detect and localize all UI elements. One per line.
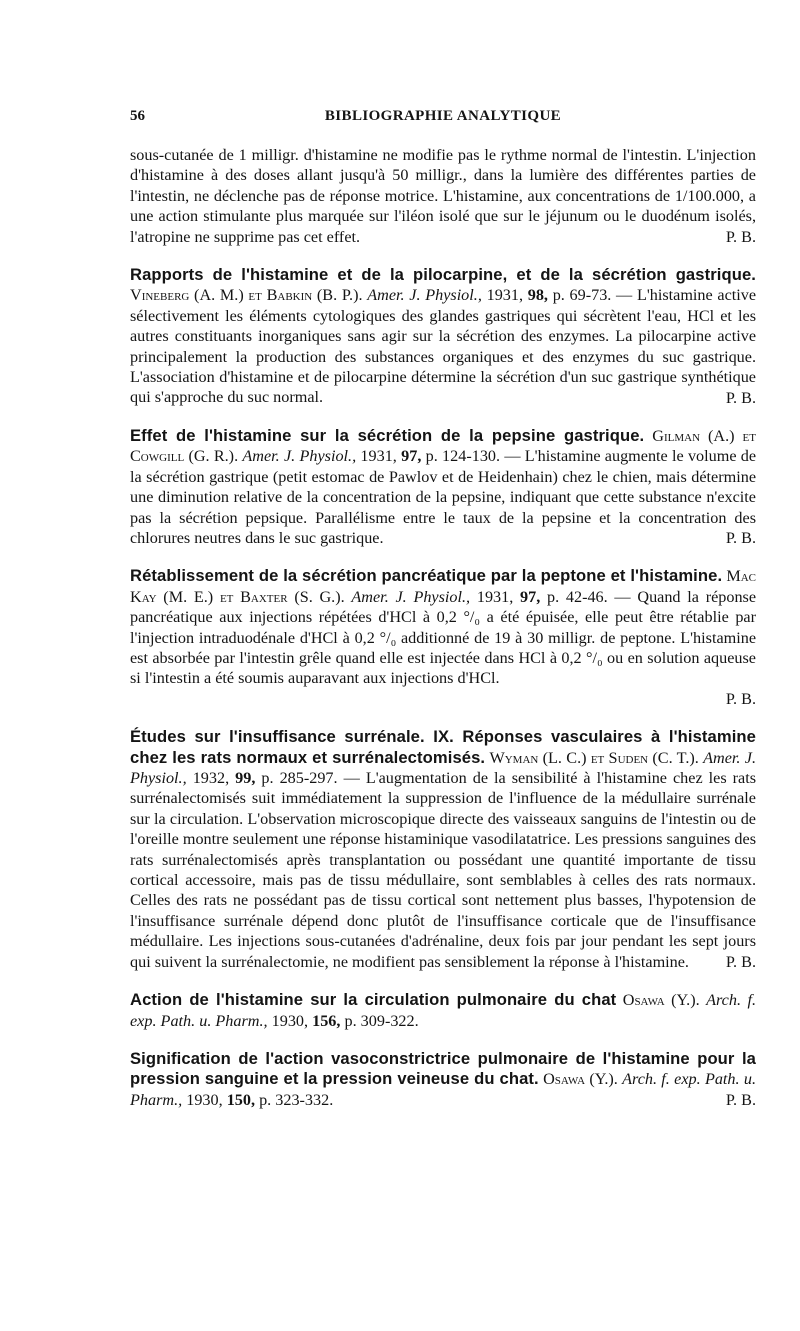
entry-year: 1931, [360,447,397,466]
reviewer-initials: P. B. [725,952,756,971]
reviewer-initials: P. B. [725,388,756,407]
entry-pages: p. 42-46. — [547,587,631,606]
bibliography-entry [130,426,756,548]
entry-volume: 150, [226,1090,256,1109]
entry-journal: Arch. f. exp. Path. u. Pharm., [130,1070,756,1109]
reviewer-initials: P. B. [725,1090,756,1109]
continued-abstract [130,145,756,247]
entry-journal: Amer. J. Physiol., [367,286,482,305]
entry-title: Rétablissement de la sécrétion pancréatique par la peptone et l'histamine. [130,566,723,586]
reviewer-initials: P. B. [725,689,756,708]
entry-abstract: L'histamine augmente le volume de la sécrétion gastrique (petit estomac de Pawlov et de Heidenhain) chez le chien, mais détermine une diminution relative de la concentration de la pepsine, indiquant que cette substance n'excite pas la sécrétion pepsique. Parallélisme entre le taux de la pepsine et la concentration des chlorures neutres dans le suc gastrique. [130,447,757,547]
entry-year: 1931, [476,587,514,606]
bibliography-entry [130,727,756,972]
reviewer-initials: P. B. [725,528,756,547]
bibliography-entry [130,1049,756,1110]
bibliography-entry [130,990,756,1031]
entry-authors: Gilman (A.) et Cowgill (G. R.). [130,426,756,466]
entry-journal: Amer. J. Physiol., [130,748,757,788]
bibliography-entry [130,265,756,408]
entry-journal: Amer. J. Physiol., [351,587,471,606]
page-header [130,106,756,126]
page-number: 56 [130,108,145,124]
entry-abstract: L'augmentation de la sensibilité à l'histamine chez les rats surrénalectomisés suit immédiatement la suppression de l'influence de la médullaire surrénale sur la circulation. L'observation microscopique directe des vaisseaux sanguins de l'intestin ou de l'oreille montre seulement une réponse histaminique vasodilatatrice. Les pressions sanguines des rats surrénalectomisés après transplantation ou possédant une quantité importante de tissu cortical accessoire, mais pas de tissu médullaire, sont semblables à celles des rats normaux. Celles des rats ne possédant pas de tissu cortical sont nettement plus basses, l'hypotension de l'insuffisance surrénale dépend donc plutôt de l'insuffisance corticale que de l'insuffisance médullaire. Les injections sous-cutanées d'adrénaline, deux fois par jour pendant les sept jours qui suivent la surrénalectomie, ne modifient pas sensiblement la réponse à l'histamine. [130,769,757,971]
entry-authors: Wyman (L. C.) et Suden (C. T.). [489,748,699,767]
entry-authors: Vineberg (A. M.) et Babkin (B. P.). [130,286,363,305]
entry-journal: Amer. J. Physiol., [242,447,357,466]
bibliography-content [130,145,756,1110]
entry-title: Action de l'histamine sur la circulation pulmonaire du chat [130,990,617,1010]
entry-year: 1930, [271,1011,309,1030]
entry-abstract: L'histamine active sélectivement les éléments cytologiques des glandes gastriques qui sécrètent l'eau, HCl et les autres constituants inorganiques sans agir sur la sécrétion des enzymes. La pilocarpine active principalement la production des substances organiques et des enzymes du suc gastrique. L'association d'histamine et de pilocarpine détermine la sécrétion d'un suc gastrique synthétique qui s'approche du suc normal. [130,286,757,407]
entry-volume: 97, [520,587,541,606]
entry-journal: Arch. f. exp. Path. u. Pharm., [130,991,756,1030]
entry-volume: 99, [235,769,256,788]
running-title: BIBLIOGRAPHIE ANALYTIQUE [324,108,562,124]
entry-pages: p. 309-322. [344,1011,419,1030]
abstract-text: sous-cutanée de 1 milligr. d'histamine ne modifie pas le rythme normal de l'intestin. L'injection d'histamine à des doses allant jusqu'à 50 milligr., dans la lumière des différentes parties de l'intestin, ne déclenche pas de réponse motrice. L'histamine, aux concentrations de 1/100.000, a une action stimulante plus marquée sur l'iléon isolé que sur le jéjunum ou le duodénum isolés, l'atropine ne supprime pas cet effet. [130,146,756,246]
entry-authors: Mac Kay (M. E.) et Baxter (S. G.). [130,567,756,606]
entry-pages: p. 124-130. — [425,447,521,466]
entry-pages: p. 285-297. — [261,769,360,788]
entry-title: Études sur l'insuffisance surrénale. IX. Réponses vasculaires à l'histamine chez les rats normaux et surrénalectomisés. [130,727,756,767]
entry-year: 1931, [486,286,524,305]
entry-authors: Osawa (Y.). [543,1070,618,1089]
entry-pages: p. 69-73. — [552,286,633,305]
entry-year: 1932, [192,769,230,788]
entry-volume: 98, [527,286,548,305]
entry-volume: 156, [312,1011,341,1030]
entry-abstract: Quand la réponse pancréatique aux injections répétées d'HCl à 0,2 °/₀ a été épuisée, elle peut être rétablie par l'injection intraduodénale d'HCl à 0,2 °/₀ additionné de 19 à 30 milligr. de peptone. L'histamine est absorbée par l'intestin grêle quand elle est injectée dans HCl à 0,2 °/₀ ou en solution aqueuse si l'intestin a été soumis auparavant aux injections d'HCl. [130,587,757,688]
entry-title: Signification de l'action vasoconstrictrice pulmonaire de l'histamine pour la pression sanguine et la pression veineuse du chat. [130,1048,756,1089]
entry-year: 1930, [186,1090,223,1109]
reviewer-initials: P. B. [725,227,756,246]
entry-title: Effet de l'histamine sur la sécrétion de la pepsine gastrique. [130,425,645,445]
entry-pages: p. 323-332. [259,1090,334,1109]
entry-volume: 97, [401,447,422,466]
bibliography-entry [130,566,756,709]
entry-authors: Osawa (Y.). [622,991,700,1010]
entry-title: Rapports de l'histamine et de la pilocarpine, et de la sécrétion gastrique. [130,265,756,285]
